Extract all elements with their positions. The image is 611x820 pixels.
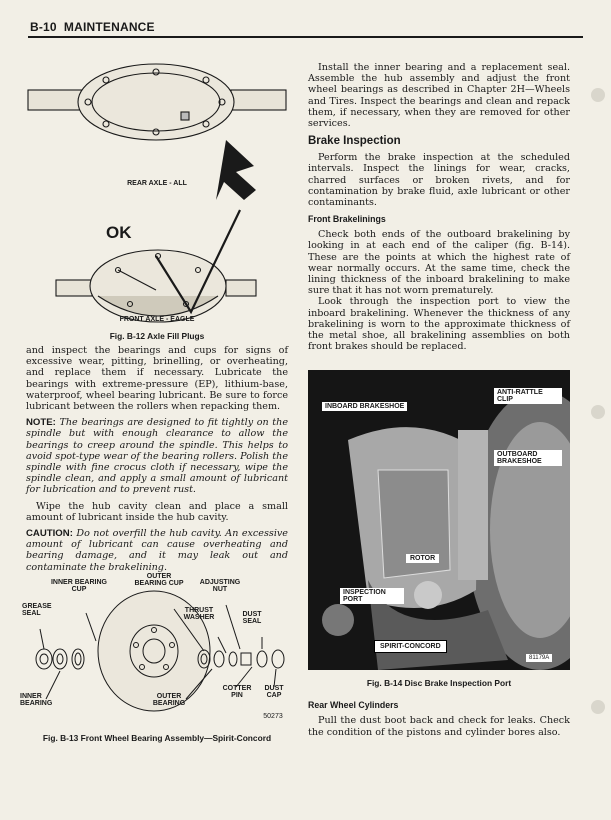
outer-bearing-cup-label: OUTER BEARING CUP: [134, 572, 184, 587]
inboard-brakeshoe-label: INBOARD BRAKESHOE: [322, 402, 407, 411]
inspection-port-paragraph: Look through the inspection port to view the inboard brakelining. Whenever the thickness of any brakelining is worn to the approximate thickness of the metal shoe, all brakelining assemblies on both front brakes should be replaced.: [308, 296, 570, 353]
caution-text: Do not overfill the hub cavity. An excessive amount of lubricant can cause overheating and bearing damage, and it may leak out and contaminate the brakelining.: [26, 528, 288, 573]
figure-b13-code: 50273: [263, 712, 283, 720]
caution-label: CAUTION:: [26, 528, 73, 540]
hub-cavity-paragraph: Wipe the hub cavity clean and place a small amount of lubricant inside the hub cavity.: [26, 500, 288, 523]
inner-bearing-cup-label: INNER BEARING CUP: [50, 578, 107, 593]
outer-bearing-label: OUTER BEARING: [152, 692, 186, 707]
note-text: The bearings are designed to fit tightly on the spindle but with enough clearance to allow the bearings to creep around the spindle. This helps to avoid spot-type wear of the bearing rollers. Polish the spindle with fine crocus cloth if necessary, wipe the spindle clean, and apply a small amount of lubricant for lubrication and to prevent rust.: [26, 417, 288, 496]
rear-wheel-cylinders-paragraph: Pull the dust boot back and check for leaks. Check the condition of the pistons and cylinder bores also.: [308, 715, 570, 738]
left-column: [20, 60, 288, 743]
inspection-port-label: INSPECTION PORT: [340, 588, 404, 604]
brake-inspection-paragraph: Perform the brake inspection at the scheduled intervals. Inspect the linings for wear, cracks, charred surfaces or broken rivets, and for contamination by brake fluid, axle lubricant or other contaminants.: [308, 152, 570, 209]
inner-bearing-label: INNER BEARING: [20, 692, 53, 707]
figure-b13: [20, 572, 288, 729]
binder-hole: [591, 88, 605, 102]
figure-b14-caption: Fig. B-14 Disc Brake Inspection Port: [366, 678, 512, 689]
front-brakelinings-paragraph: Check both ends of the outboard brakelining by looking in at each end of the caliper (fig. B-14). These are the points at which the highest rate of wear normally occurs. At the same time, check the lining thickness of the inboard brakelining to make sure that it has not worn prematurely.: [308, 229, 570, 297]
adjusting-nut-label: ADJUSTING NUT: [199, 578, 241, 593]
figure-b14-photo: [308, 370, 570, 670]
binder-hole: [591, 700, 605, 714]
model-label: SPIRIT-CONCORD: [374, 640, 447, 653]
page-header: [30, 20, 155, 34]
rear-axle-label: REAR AXLE - ALL: [127, 180, 187, 187]
outboard-brakeshoe-label: OUTBOARD BRAKESHOE: [494, 450, 562, 466]
figure-b12-caption: Fig. B-12 Axle Fill Plugs: [109, 331, 205, 341]
thrust-washer-label: THRUST WASHER: [183, 606, 215, 621]
note-label: NOTE:: [26, 417, 56, 429]
figure-b14-code: 81179A: [526, 654, 552, 662]
caution-paragraph: [26, 528, 288, 573]
binder-hole: [591, 405, 605, 419]
figure-b13-caption: Fig. B-13 Front Wheel Bearing Assembly—Spirit-Concord: [42, 732, 272, 743]
ok-label: OK: [106, 223, 132, 242]
brake-inspection-heading: Brake Inspection: [308, 135, 401, 148]
axle-illustration: [26, 60, 288, 330]
section-title: MAINTENANCE: [63, 20, 155, 34]
right-column: [308, 62, 570, 738]
dust-cap-label: DUST CAP: [264, 684, 284, 699]
rear-wheel-cylinders-heading: Rear Wheel Cylinders: [308, 700, 399, 711]
grease-seal-label: GREASE SEAL: [22, 602, 52, 617]
note-paragraph: [26, 417, 288, 495]
page-number: B-10: [30, 20, 57, 34]
figure-b12: [26, 60, 288, 345]
front-brakelinings-heading: Front Brakelinings: [308, 214, 386, 225]
header-rule: [28, 36, 583, 38]
cotter-pin-label: COTTER PIN: [222, 684, 252, 699]
dust-seal-label: DUST SEAL: [242, 610, 262, 625]
install-paragraph: Install the inner bearing and a replacement seal. Assemble the hub assembly and adjust the front wheel bearings as described in Chapter 2H—Wheels and Tires. Inspect the bearings and clean and repack them, if necessary, when they are removed for other services.: [308, 62, 570, 130]
anti-rattle-clip-label: ANTI-RATTLE CLIP: [494, 388, 562, 404]
front-axle-label: FRONT AXLE - EAGLE: [119, 316, 195, 323]
bearing-paragraph: and inspect the bearings and cups for signs of excessive wear, pitting, brinelling, or overheating, and replace them if necessary. Lubricate the bearings with extreme-pressure (EP), lithium-base, waterproof, wheel bearing lubricant. Be sure to force lubricant between the rollers when repacking them.: [26, 345, 288, 413]
brake-photo-illustration: [308, 370, 570, 670]
rotor-label: ROTOR: [406, 554, 439, 563]
